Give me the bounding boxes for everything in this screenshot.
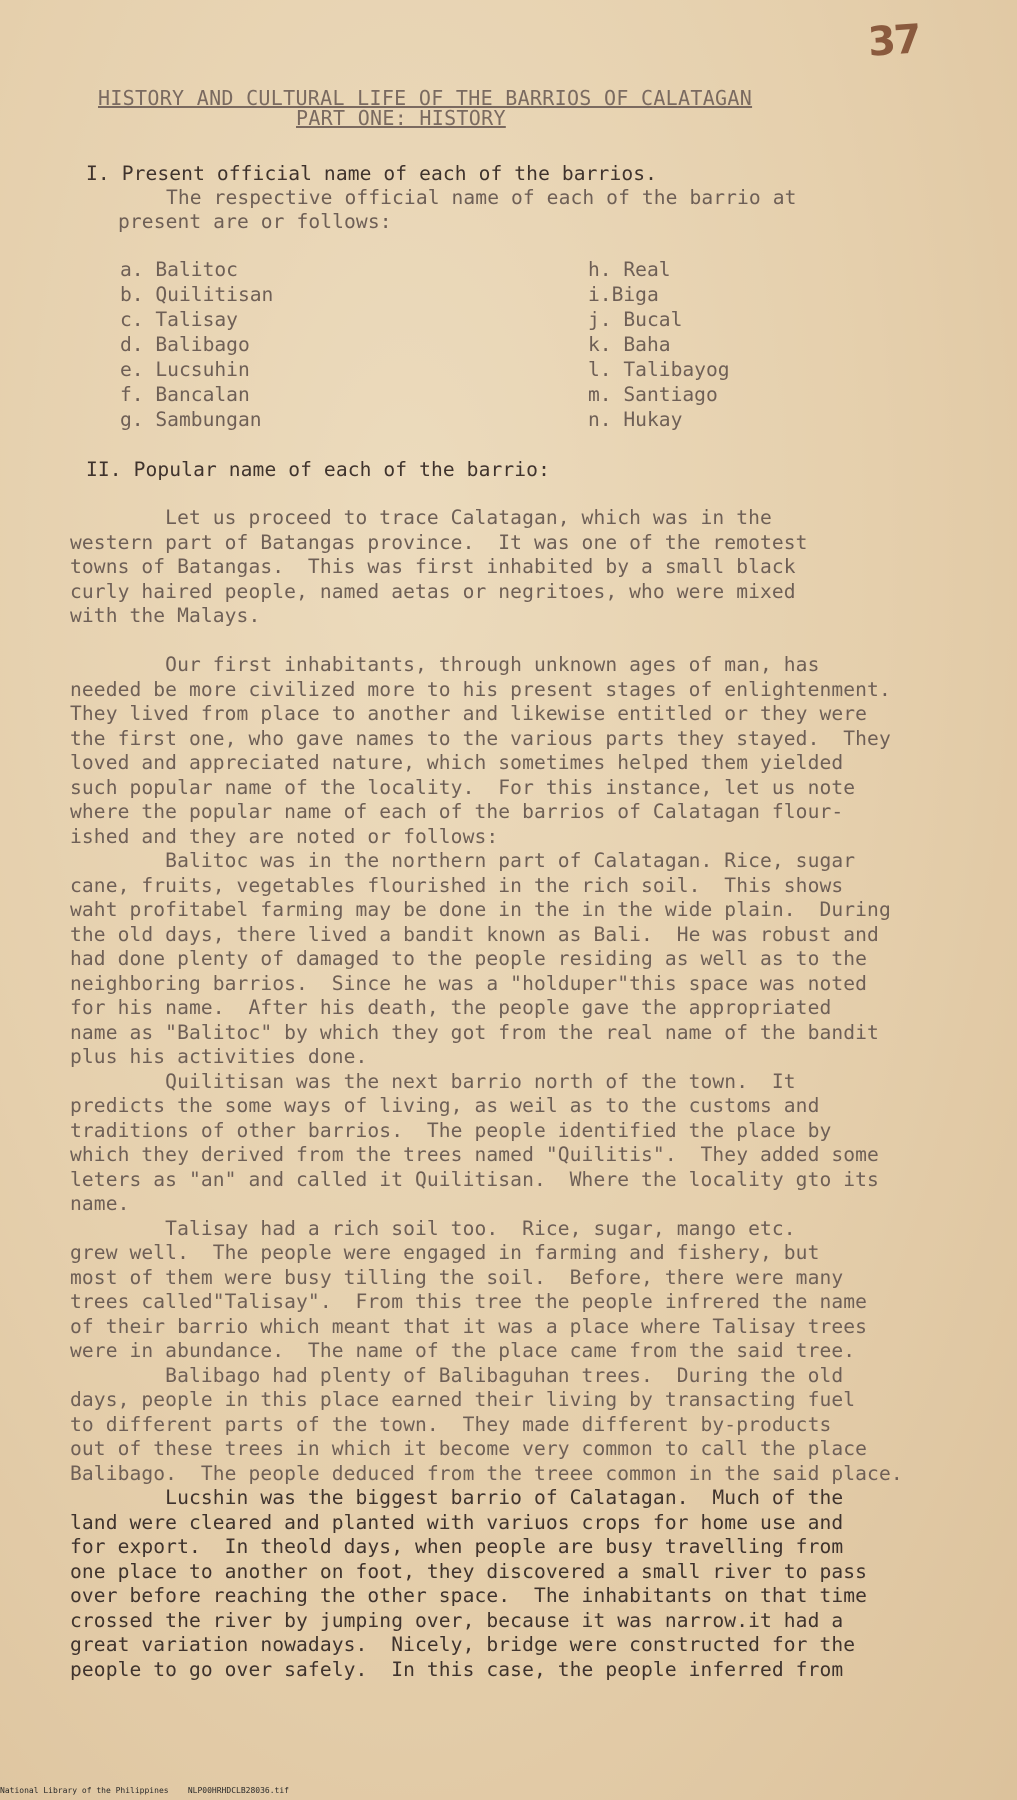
barrio-item: n. Hukay <box>588 408 683 431</box>
body-line: cane, fruits, vegetables flourished in the rich soil. This shows <box>70 873 844 897</box>
body-line: predicts the some ways of living, as weil as to the customs and <box>70 1094 820 1117</box>
body-line: Our first inhabitants, through unknown ages of man, has <box>70 653 820 676</box>
barrio-item: f. Bancalan <box>120 383 250 406</box>
body-line: neighboring barrios. Since he was a "holduper"this space was noted <box>70 971 868 995</box>
section1-intro-line2: present are or follows: <box>118 210 392 233</box>
section2-heading: II. Popular name of each of the barrio: <box>86 458 550 481</box>
body-line: most of them were busy tilling the soil. Before, there were many <box>70 1265 844 1289</box>
body-line: towns of Batangas. This was first inhabited by a small black <box>70 555 796 578</box>
body-line: out of these trees in which it become very common to call the place <box>70 1437 868 1460</box>
barrio-item: d. Balibago <box>120 333 250 356</box>
body-line: Quilitisan was the next barrio north of the town. It <box>70 1069 796 1093</box>
body-line: one place to another on foot, they discovered a small river to pass <box>70 1559 868 1583</box>
body-line: were in abundance. The name of the place came from the said tree. <box>70 1339 856 1362</box>
body-line: loved and appreciated nature, which sometimes helped them yielded <box>70 751 844 774</box>
barrio-item: g. Sambungan <box>120 408 262 431</box>
page-number: 37 <box>866 16 922 66</box>
body-line: the first one, who gave names to the various parts they stayed. They <box>70 726 891 750</box>
body-line: plus his activities done. <box>70 1045 368 1068</box>
document-title: HISTORY AND CULTURAL LIFE OF THE BARRIOS OF CALATAGAN <box>98 86 753 110</box>
body-line: to different parts of the town. They made different by-products <box>70 1412 832 1436</box>
body-line: name as "Balitoc" by which they got from the real name of the bandit <box>70 1020 879 1044</box>
barrio-item: b. Quilitisan <box>120 283 274 306</box>
body-line: where the popular name of each of the barrios of Calatagan flour- <box>70 800 844 823</box>
barrio-item: c. Talisay <box>120 308 238 331</box>
body-line: Lucshin was the biggest barrio of Calatagan. Much of the <box>70 1486 844 1509</box>
body-line: great variation nowadays. Nicely, bridge were constructed for the <box>70 1633 856 1656</box>
barrio-item: j. Bucal <box>588 308 683 331</box>
body-line: grew well. The people were engaged in farming and fishery, but <box>70 1241 820 1264</box>
body-line: people to go over safely. In this case, the people inferred from <box>70 1657 844 1681</box>
body-line: Let us proceed to trace Calatagan, which was in the <box>70 506 772 529</box>
body-line: name. <box>70 1192 130 1215</box>
body-line: had done plenty of damaged to the people residing as well as to the <box>70 947 868 970</box>
body-line: for export. In theold days, when people are busy travelling from <box>70 1535 844 1558</box>
body-line: Balibago had plenty of Balibaguhan trees. During the old <box>70 1363 844 1387</box>
body-line: with the Malays. <box>70 604 261 627</box>
footer-caption: National Library of the Philippines NLP00HRHDCLB28036.tif <box>0 1786 289 1795</box>
body-line: leters as "an" and called it Quilitisan. Where the locality gto its <box>70 1167 879 1191</box>
body-line: western part of Batangas province. It was one of the remotest <box>70 530 808 554</box>
body-line: of their barrio which meant that it was a place where Talisay trees <box>70 1314 868 1338</box>
body-line: days, people in this place earned their living by transacting fuel <box>70 1388 856 1411</box>
barrio-item: e. Lucsuhin <box>120 358 250 381</box>
document-subtitle: PART ONE: HISTORY <box>296 106 506 130</box>
body-line: over before reaching the other space. The inhabitants on that time <box>70 1584 868 1607</box>
body-line: land were cleared and planted with variuos crops for home use and <box>70 1510 844 1534</box>
body-line: trees called"Talisay". From this tree the people infrered the name <box>70 1290 868 1313</box>
body-line: curly haired people, named aetas or negritoes, who were mixed <box>70 579 796 603</box>
body-line: ished and they are noted or follows: <box>70 824 499 848</box>
barrio-item: h. Real <box>588 258 671 281</box>
body-line: the old days, there lived a bandit known as Bali. He was robust and <box>70 922 879 946</box>
barrio-item: l. Talibayog <box>588 358 730 381</box>
barrio-item: i.Biga <box>588 283 659 306</box>
section1-heading: I. Present official name of each of the barrios. <box>86 162 658 185</box>
body-line: such popular name of the locality. For this instance, let us note <box>70 775 856 799</box>
body-line: crossed the river by jumping over, because it was narrow.it had a <box>70 1608 844 1632</box>
barrio-item: a. Balitoc <box>120 258 238 281</box>
body-line: needed be more civilized more to his present stages of enlightenment. <box>70 677 891 701</box>
body-line: Talisay had a rich soil too. Rice, sugar, mango etc. <box>70 1216 796 1240</box>
body-line: for his name. After his death, the people gave the appropriated <box>70 996 832 1019</box>
body-line: They lived from place to another and likewise entitled or they were <box>70 702 868 725</box>
barrio-item: k. Baha <box>588 333 671 356</box>
body-line: Balibago. The people deduced from the treee common in the said place. <box>70 1461 903 1485</box>
barrio-item: m. Santiago <box>588 383 718 406</box>
body-line: Balitoc was in the northern part of Calatagan. Rice, sugar <box>70 849 856 872</box>
body-line: which they derived from the trees named "Quilitis". They added some <box>70 1143 879 1166</box>
body-line: waht profitabel farming may be done in the in the wide plain. During <box>70 898 891 921</box>
section1-intro-line1: The respective official name of each of the barrio at <box>166 186 797 209</box>
body-line: traditions of other barrios. The people identified the place by <box>70 1118 832 1142</box>
